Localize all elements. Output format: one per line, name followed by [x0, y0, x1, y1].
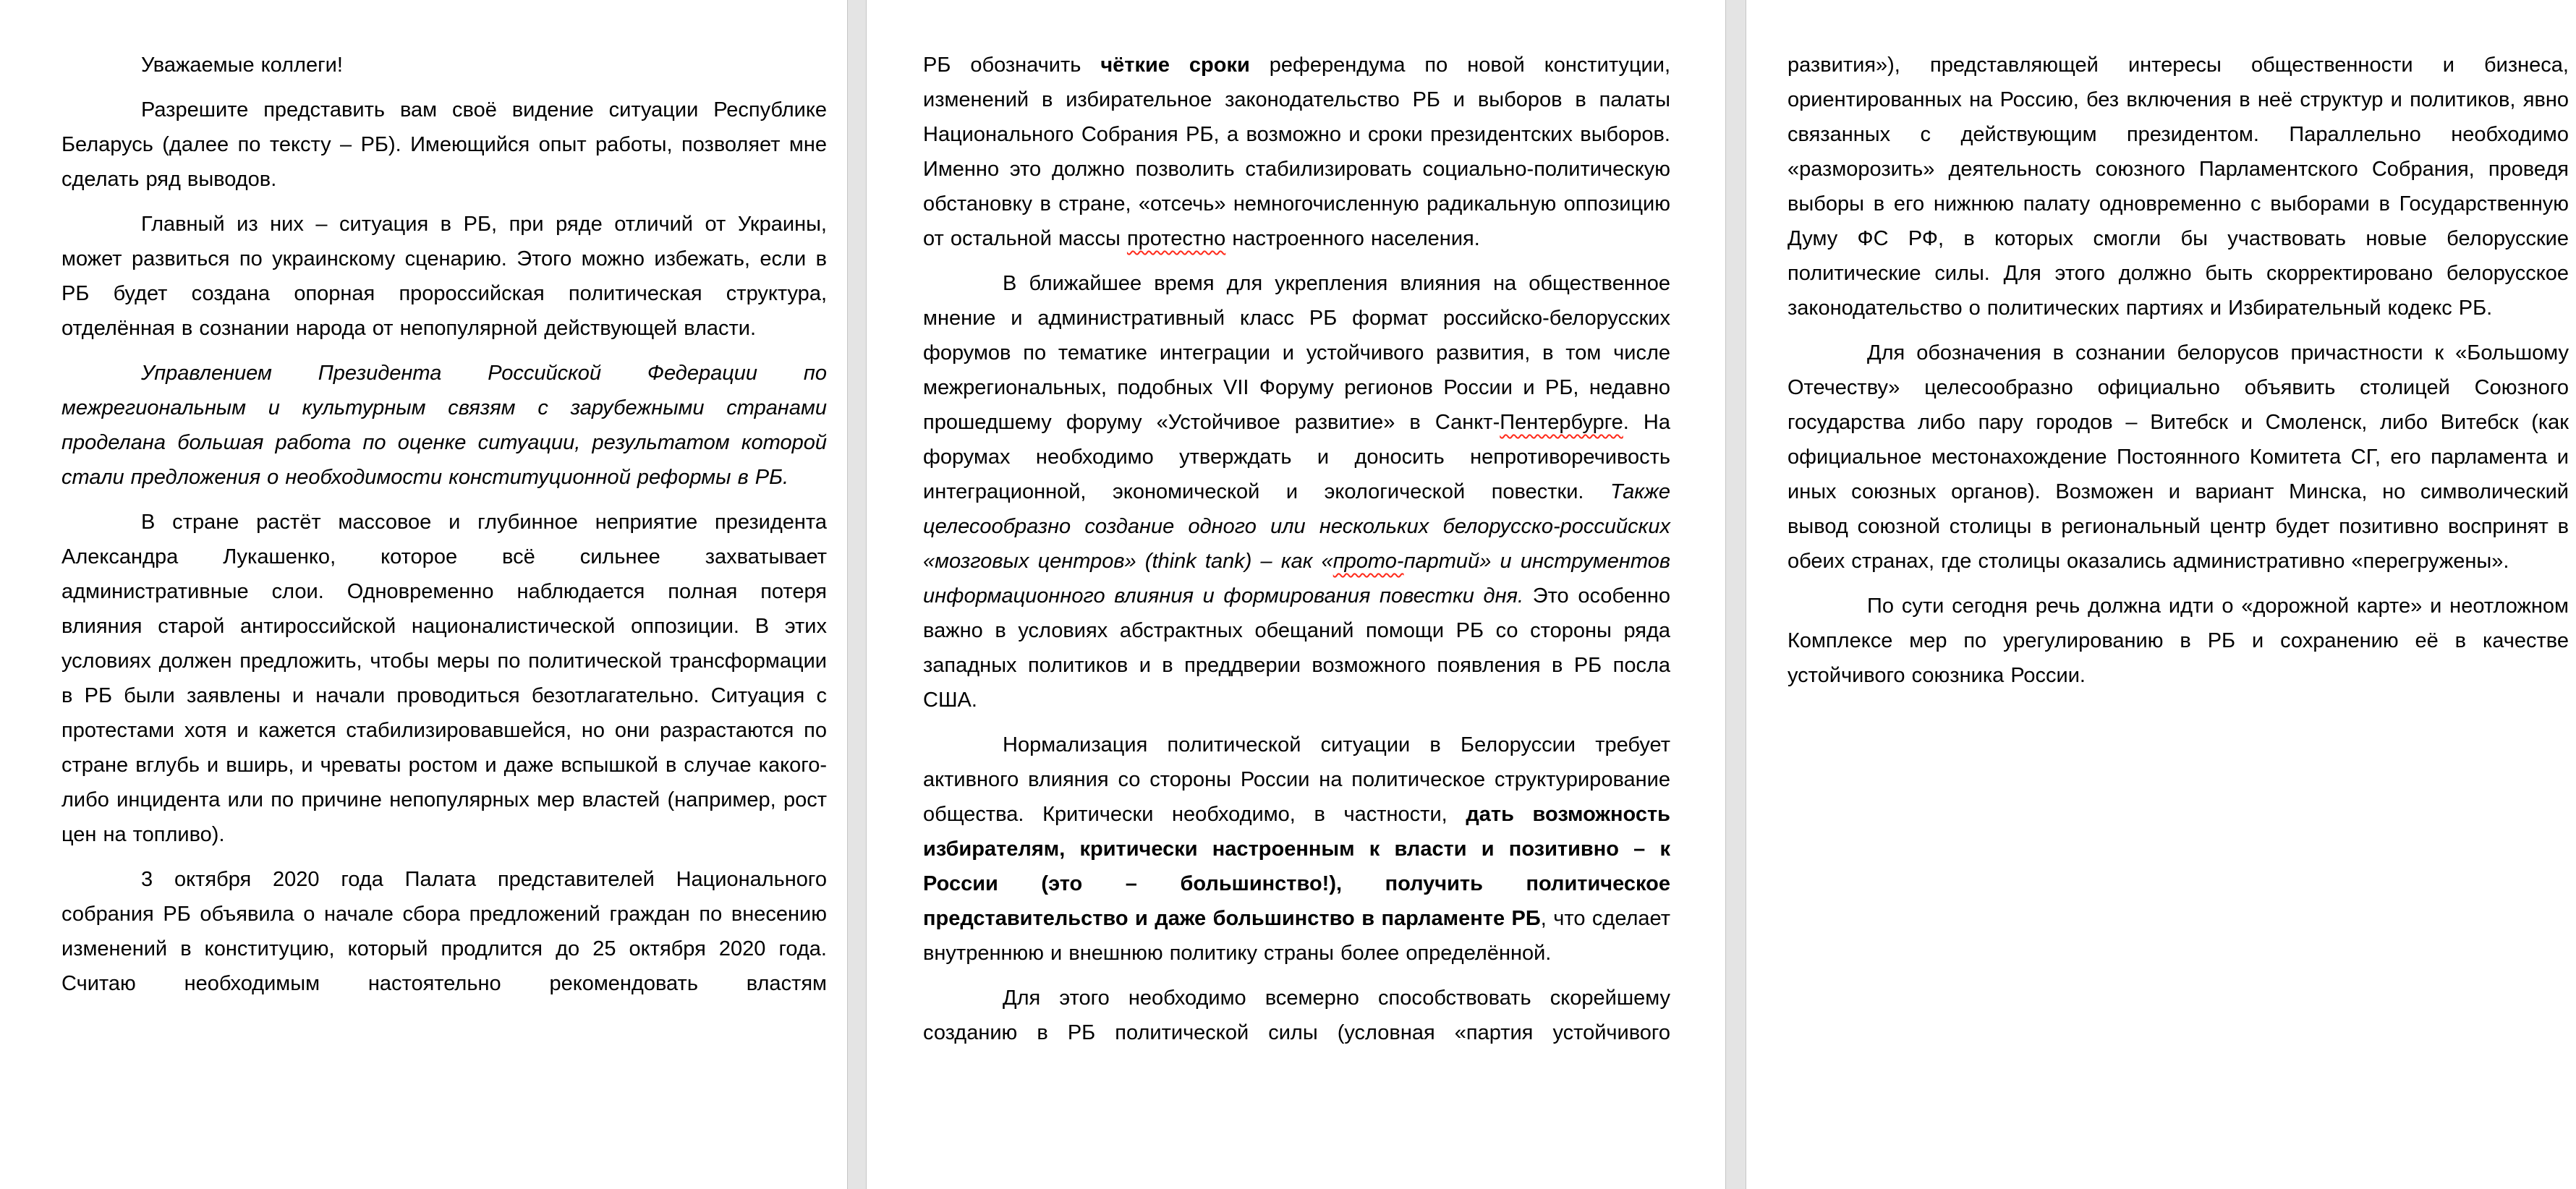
text-run: 3 октября 2020 года Палата представителей Национального собрания РБ объявила о начале сбора предложений граждан по внесению изменений в конституцию, который продлится до 25 октября 2020 года. Считаю необходимым настоятельно рекомендовать властям	[61, 868, 827, 995]
paragraph[interactable]	[1788, 48, 2569, 325]
paragraph[interactable]	[61, 356, 827, 495]
document-page-2[interactable]	[866, 0, 1726, 1189]
paragraph[interactable]	[61, 207, 827, 346]
paragraph[interactable]	[923, 981, 1670, 1050]
text-run: настроенного населения.	[1225, 227, 1480, 250]
text-run: В стране растёт массовое и глубинное неприятие президента Александра Лукашенко, которое всё сильнее захватывает административные слои. Одновременно наблюдается полная потеря влияния старой антироссийской националистической оппозиции. В этих условиях должен предложить, чтобы меры по политической трансформации в РБ были заявлены и начали проводиться безотлагательно. Ситуация с протестами хотя и кажется стабилизировавшейся, но они разрастаются по стране вглубь и вширь, и чреваты ростом и даже вспышкой в случае какого-либо инцидента или по причине непопулярных мер властей (например, рост цен на топливо).	[61, 511, 827, 846]
text-run: Для этого необходимо всемерно способствовать скорейшему созданию в РБ политической силы (условная «партия устойчивого	[923, 986, 1670, 1044]
text-run: Разрешите представить вам своё видение ситуации Республике Беларусь (далее по тексту – РБ). Имеющийся опыт работы, позволяет мне сделать ряд выводов.	[61, 98, 827, 191]
text-run: референдума по новой конституции, изменений в избирательное законодательство РБ и выборов в палаты Национального Собрания РБ, а возможно и сроки президентских выборов. Именно это должно позволить стабилизировать социально-политическую обстановку в стране, «отсечь» немногочисленную радикальную оппозицию от остальной массы	[923, 54, 1671, 250]
spellcheck-flagged-text: протестно	[1126, 227, 1226, 250]
paragraph[interactable]	[61, 505, 827, 852]
paragraph[interactable]	[923, 266, 1670, 717]
text-run: РБ обозначить	[923, 54, 1101, 77]
text-run: дать возможность избирателям, критически настроенным к власти и позитивно – к России (это – большинство!), получить политическое представительство и даже большинство в парламенте РБ	[923, 803, 1670, 930]
text-run: чёткие сроки	[1100, 54, 1250, 77]
document-page-1[interactable]	[0, 0, 848, 1189]
text-run: Это особенно важно в условиях абстрактных обещаний помощи РБ со стороны ряда западных политиков и в преддверии возможного появления в РБ посла США.	[923, 584, 1670, 712]
paragraph[interactable]	[61, 862, 827, 1001]
text-run: Для обозначения в сознании белорусов причастности к «Большому Отечеству» целесообразно официально объявить столицей Союзного государства либо пару городов – Витебск и Смоленск, либо Витебск (как официальное местонахождение Постоянного Комитета СГ, его парламента и иных союзных органов). Возможен и вариант Минска, но символический вывод союзной столицы в региональный центр будет позитивно воспринят в обеих странах, где столицы оказались административно «перегружены».	[1788, 341, 2569, 573]
spellcheck-flagged-text: прото-	[1332, 550, 1404, 573]
text-run: Также целесообразно создание одного или нескольких белорусско-российских «мозговых центров» (think tank) – как «	[923, 480, 1670, 573]
text-run: По сути сегодня речь должна идти о «дорожной карте» и неотложном Комплексе мер по урегулированию в РБ и сохранению её в качестве устойчивого союзника России.	[1788, 594, 2569, 687]
text-run: Нормализация политической ситуации в Белоруссии требует активного влияния со стороны России на политическое структурирование общества. Критически необходимо, в частности,	[923, 733, 1670, 826]
text-run: развития»), представляющей интересы общественности и бизнеса, ориентированных на Россию, без включения в неё структур и политиков, явно связанных с действующим президентом. Параллельно необходимо «разморозить» деятельность союзного Парламентского Собрания, проведя выборы в его нижнюю палату одновременно с выборами в Государственную Думу ФС РФ, в которых смогли бы участвовать новые белорусские политические силы. Для этого должно быть скорректировано белорусское законодательство о политических партиях и Избирательный кодекс РБ.	[1788, 54, 2569, 320]
text-run: . На форумах необходимо утверждать и доносить непротиворечивость интеграционной, экономической и экологической повестки.	[923, 411, 1670, 503]
paragraph[interactable]	[61, 48, 827, 82]
text-run: В ближайшее время для укрепления влияния на общественное мнение и административный класс РБ формат российско-белорусских форумов по тематике интеграции и устойчивого развития, в том числе межрегиональных, подобных VII Форуму регионов России и РБ, недавно прошедшему форуму «Устойчивое развитие» в Санкт-	[923, 272, 1670, 434]
paragraph[interactable]	[1788, 336, 2569, 579]
text-run: Главный из них – ситуация в РБ, при ряде отличий от Украины, может развиться по украинскому сценарию. Этого можно избежать, если в РБ будет создана опорная пророссийская политическая структура, отделённая в сознании народа от непопулярной действующей власти.	[61, 213, 827, 340]
paragraph[interactable]	[1788, 589, 2569, 693]
text-run: Уважаемые коллеги!	[141, 54, 343, 77]
paragraph[interactable]	[923, 48, 1670, 256]
paragraph[interactable]	[923, 728, 1670, 971]
text-run: , что сделает внутреннюю и внешнюю политику страны более определённой.	[923, 907, 1670, 965]
spellcheck-flagged-text: Пентербурге	[1500, 411, 1623, 434]
text-run: партий» и инструментов информационного влияния и формирования повестки дня.	[923, 550, 1670, 608]
text-run: Управлением Президента Российской Федерации по межрегиональным и культурным связям с зарубежными странами проделана большая работа по оценке ситуации, результатом которой стали предложения о необходимости конституционной реформы в РБ.	[61, 362, 827, 489]
paragraph[interactable]	[61, 93, 827, 197]
document-page-3[interactable]	[1746, 0, 2576, 1189]
